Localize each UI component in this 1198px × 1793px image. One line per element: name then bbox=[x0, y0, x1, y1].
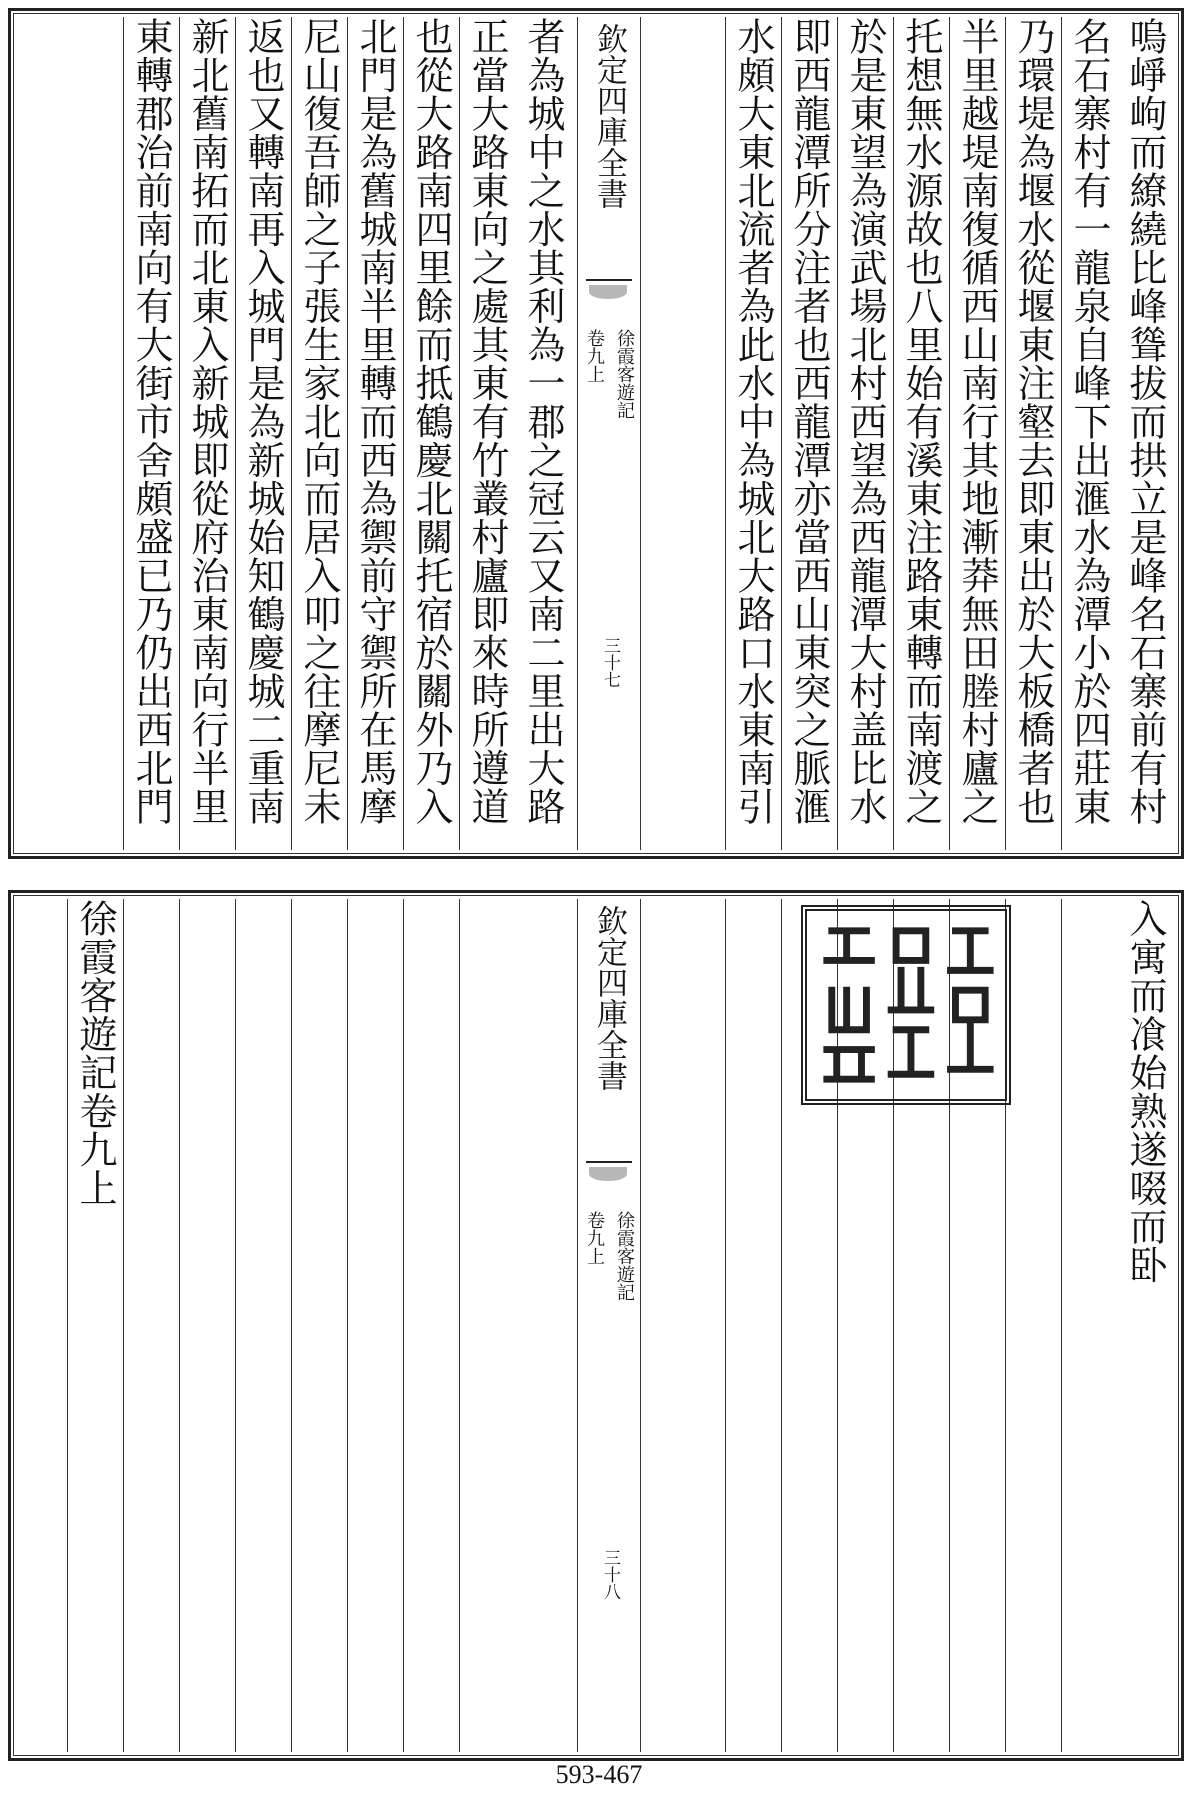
text-column: 於是東望為演武場北村西望為西龍潭大村盖比水 bbox=[837, 17, 893, 850]
empty-column bbox=[725, 899, 781, 1752]
page-number-footer: 593-467 bbox=[555, 1760, 643, 1789]
leaf-number: 三十七 bbox=[600, 637, 620, 688]
center-fold bbox=[577, 899, 641, 1752]
text-column: 正當大路東向之處其東有竹叢村廬即來時所遵道 bbox=[459, 17, 515, 850]
text-column: 水頗大東北流者為此水中為城北大路口水東南引 bbox=[725, 17, 781, 850]
text-column: 新北舊南拓而北東入新城即從府治東南向行半里 bbox=[179, 17, 235, 850]
volume-label: 卷九上 bbox=[584, 1211, 605, 1265]
text-column: 北門是為舊城南半里轉而西為禦前守禦所在馬摩 bbox=[347, 17, 403, 850]
bottom-leaf bbox=[8, 890, 1184, 1761]
empty-column bbox=[347, 899, 403, 1752]
text-column: 即西龍潭所分注者也西龍潭亦當西山東突之脈滙 bbox=[781, 17, 837, 850]
book-title: 徐霞客遊記 bbox=[614, 329, 635, 419]
text-column: 半里越堤南復循西山南行其地漸莽無田塍村廬之 bbox=[949, 17, 1005, 850]
text-column: 嗚崢岣而繚繞比峰聳拔而拱立是峰名石寨前有村 bbox=[1123, 17, 1167, 826]
text-column: 者為城中之水其利為一郡之冠云又南二里出大路 bbox=[521, 17, 565, 826]
text-column: 名石寨村有一龍泉自峰下出滙水為潭小於四莊東 bbox=[1061, 17, 1117, 850]
empty-column bbox=[459, 899, 515, 1752]
text-column: 東轉郡治前南向有大街市舍頗盛已乃仍出西北門 bbox=[123, 17, 179, 850]
book-title: 徐霞客遊記 bbox=[614, 1211, 635, 1301]
collection-title: 欽定四庫全書 bbox=[591, 23, 627, 209]
collection-title: 欽定四庫全書 bbox=[591, 905, 627, 1091]
fish-tail-mark bbox=[586, 279, 632, 307]
volume-label: 卷九上 bbox=[584, 329, 605, 383]
empty-column bbox=[1005, 899, 1061, 1752]
text-column: 托想無水源故也八里始有溪東注路東轉而南渡之 bbox=[893, 17, 949, 850]
empty-column bbox=[123, 899, 179, 1752]
empty-column bbox=[179, 899, 235, 1752]
empty-column bbox=[1061, 899, 1117, 1752]
seal-glyphs-icon bbox=[807, 911, 1005, 1099]
text-column: 入寓而飡始熟遂啜而卧 bbox=[1123, 899, 1167, 1284]
center-fold bbox=[577, 17, 641, 850]
text-column: 尼山復吾師之子張生家北向而居入叩之往摩尼未 bbox=[291, 17, 347, 850]
imperial-seal bbox=[801, 905, 1011, 1105]
text-column: 返也又轉南再入城門是為新城始知鶴慶城二重南 bbox=[235, 17, 291, 850]
text-column: 也從大路南四里餘而抵鶴慶北關托宿於關外乃入 bbox=[403, 17, 459, 850]
empty-column bbox=[291, 899, 347, 1752]
empty-column bbox=[235, 899, 291, 1752]
empty-column bbox=[403, 899, 459, 1752]
empty-column bbox=[515, 899, 571, 1752]
volume-end-title: 徐霞客遊記卷九上 bbox=[67, 899, 123, 1752]
leaf-number: 三十八 bbox=[600, 1549, 620, 1600]
fish-tail-mark bbox=[586, 1161, 632, 1189]
text-column: 乃環堤為堰水從堰東注壑去即東出於大板橋者也 bbox=[1005, 17, 1061, 850]
top-leaf bbox=[8, 8, 1184, 859]
